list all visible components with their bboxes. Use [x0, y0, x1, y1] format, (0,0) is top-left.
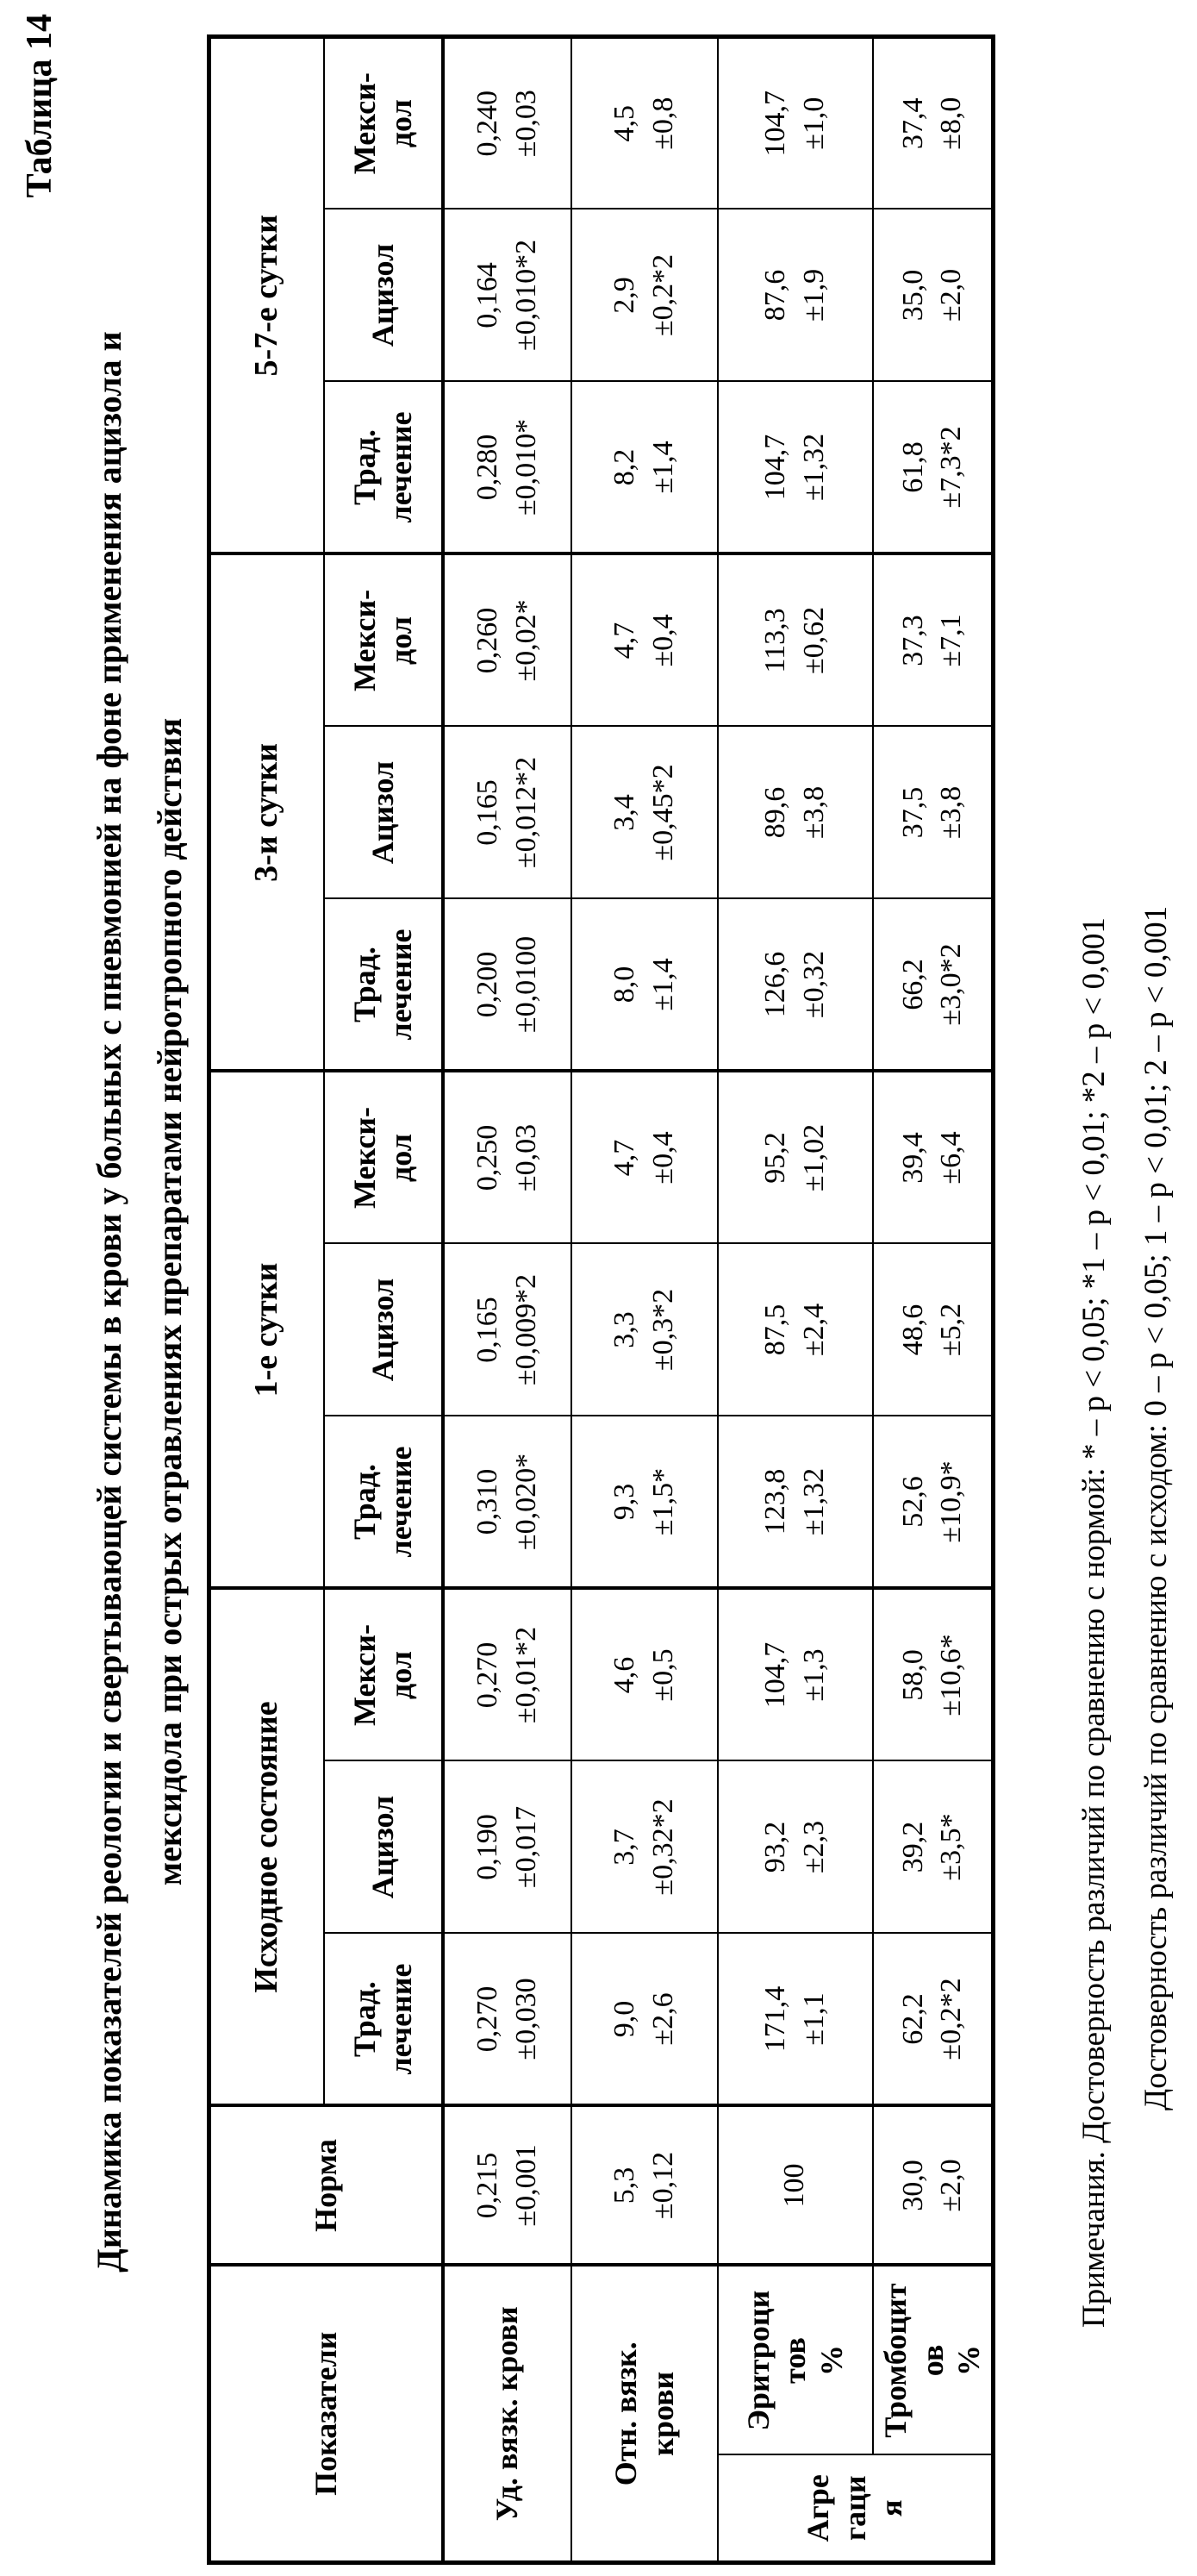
group-header-ishodnoe: Исходное состояние [209, 1588, 324, 2105]
data-table [207, 34, 995, 2565]
data-cell: 123,8 ±1,32 [718, 1416, 873, 1588]
data-cell: 62,2 ±0,2*2 [873, 1934, 994, 2106]
data-cell: 9,3 ±1,5* [571, 1416, 718, 1588]
row-label-ud-vyazk: Уд. вязк. крови [443, 2266, 571, 2563]
norma-value: 30,0 ±2,0 [873, 2106, 994, 2266]
data-cell: 0,165 ±0,012*2 [443, 726, 571, 898]
footnote-line2: Достоверность различий по сравнению с исходом: 0 – p < 0,05; 1 – p < 0,01; 2 – p < 0,001 [1138, 905, 1174, 2110]
data-cell: 104,7 ±1,0 [718, 36, 873, 209]
data-cell: 89,6 ±3,8 [718, 726, 873, 898]
group-header-5-7e-sutki: 5-7-е сутки [209, 36, 324, 553]
data-cell: 9,0 ±2,6 [571, 1934, 718, 2106]
data-cell: 52,6 ±10,9* [873, 1416, 994, 1588]
group-header-1e-sutki: 1-е сутки [209, 1071, 324, 1588]
data-cell: 113,3 ±0,62 [718, 553, 873, 726]
data-cell: 104,7 ±1,32 [718, 381, 873, 553]
treatment-header: Ацизол [324, 726, 443, 898]
data-cell: 0,190 ±0,017 [443, 1761, 571, 1934]
data-cell: 4,6 ±0,5 [571, 1588, 718, 1760]
data-cell: 87,6 ±1,9 [718, 209, 873, 381]
table-caption-number: Таблица 14 [20, 14, 59, 198]
data-cell: 0,164 ±0,010*2 [443, 209, 571, 381]
table-title [79, 39, 200, 2565]
data-cell: 39,4 ±6,4 [873, 1071, 994, 1243]
row-label-eritrocity: Эритроци тов % [718, 2266, 873, 2455]
data-cell: 104,7 ±1,3 [718, 1588, 873, 1760]
treatment-header: Трад. лечение [324, 381, 443, 553]
data-cell: 39,2 ±3,5* [873, 1761, 994, 1934]
data-cell: 35,0 ±2,0 [873, 209, 994, 381]
data-cell: 3,7 ±0,32*2 [571, 1761, 718, 1934]
treatment-header: Ацизол [324, 1243, 443, 1416]
data-cell: 4,7 ±0,4 [571, 1071, 718, 1243]
data-cell: 126,6 ±0,32 [718, 898, 873, 1071]
table-title-line1: Динамика показателей реологии и свертывающей системы в крови у больных с пневмонией на фоне применения ацизола и [90, 331, 128, 2273]
data-cell: 8,2 ±1,4 [571, 381, 718, 553]
data-cell: 8,0 ±1,4 [571, 898, 718, 1071]
data-cell: 37,4 ±8,0 [873, 36, 994, 209]
treatment-header: Мекси- дол [324, 1071, 443, 1243]
data-cell: 66,2 ±3,0*2 [873, 898, 994, 1071]
data-cell: 0,200 ±0,0100 [443, 898, 571, 1071]
treatment-header: Ацизол [324, 209, 443, 381]
treatment-header: Трад. лечение [324, 1934, 443, 2106]
data-cell: 3,3 ±0,3*2 [571, 1243, 718, 1416]
data-cell: 171,4 ±1,1 [718, 1934, 873, 2106]
row-label-otn-vyazk: Отн. вязк. крови [571, 2266, 718, 2563]
norma-header: Норма [209, 2106, 443, 2266]
data-cell: 93,2 ±2,3 [718, 1761, 873, 1934]
group-header-3i-sutki: 3-и сутки [209, 553, 324, 1071]
data-cell: 2,9 ±0,2*2 [571, 209, 718, 381]
data-cell: 95,2 ±1,02 [718, 1071, 873, 1243]
treatment-header: Трад. лечение [324, 1416, 443, 1588]
data-cell: 58,0 ±10,6* [873, 1588, 994, 1760]
aggregation-label: Агре гаци я [718, 2455, 994, 2563]
data-cell: 0,270 ±0,01*2 [443, 1588, 571, 1760]
data-cell: 0,260 ±0,02* [443, 553, 571, 726]
norma-value: 0,215 ±0,001 [443, 2106, 571, 2266]
treatment-header: Трад. лечение [324, 898, 443, 1071]
data-cell: 87,5 ±2,4 [718, 1243, 873, 1416]
data-cell: 0,165 ±0,009*2 [443, 1243, 571, 1416]
data-cell: 0,280 ±0,010* [443, 381, 571, 553]
corner-header: Показатели [209, 2266, 443, 2563]
data-cell: 3,4 ±0,45*2 [571, 726, 718, 898]
data-cell: 0,270 ±0,030 [443, 1934, 571, 2106]
data-cell: 37,5 ±3,8 [873, 726, 994, 898]
norma-value: 100 [718, 2106, 873, 2266]
data-cell: 37,3 ±7,1 [873, 553, 994, 726]
data-cell: 0,240 ±0,03 [443, 36, 571, 209]
data-cell: 0,310 ±0,020* [443, 1416, 571, 1588]
treatment-header: Мекси- дол [324, 1588, 443, 1760]
treatment-header: Мекси- дол [324, 553, 443, 726]
data-cell: 4,5 ±0,8 [571, 36, 718, 209]
data-cell: 48,6 ±5,2 [873, 1243, 994, 1416]
data-cell: 61,8 ±7,3*2 [873, 381, 994, 553]
data-cell: 4,7 ±0,4 [571, 553, 718, 726]
norma-value: 5,3 ±0,12 [571, 2106, 718, 2266]
table-title-line2: мексидола при острых отравлениях препаратами нейротропного действия [150, 717, 189, 1886]
row-label-trombocity: Тромбоцит ов % [873, 2266, 994, 2455]
data-cell: 0,250 ±0,03 [443, 1071, 571, 1243]
footnote-line1: Примечания. Достоверность различий по сравнению с нормой: * – p < 0,05; *1 – p < 0,01; *2 – p < 0,001 [1076, 917, 1112, 2328]
treatment-header: Мекси- дол [324, 36, 443, 209]
treatment-header: Ацизол [324, 1761, 443, 1934]
